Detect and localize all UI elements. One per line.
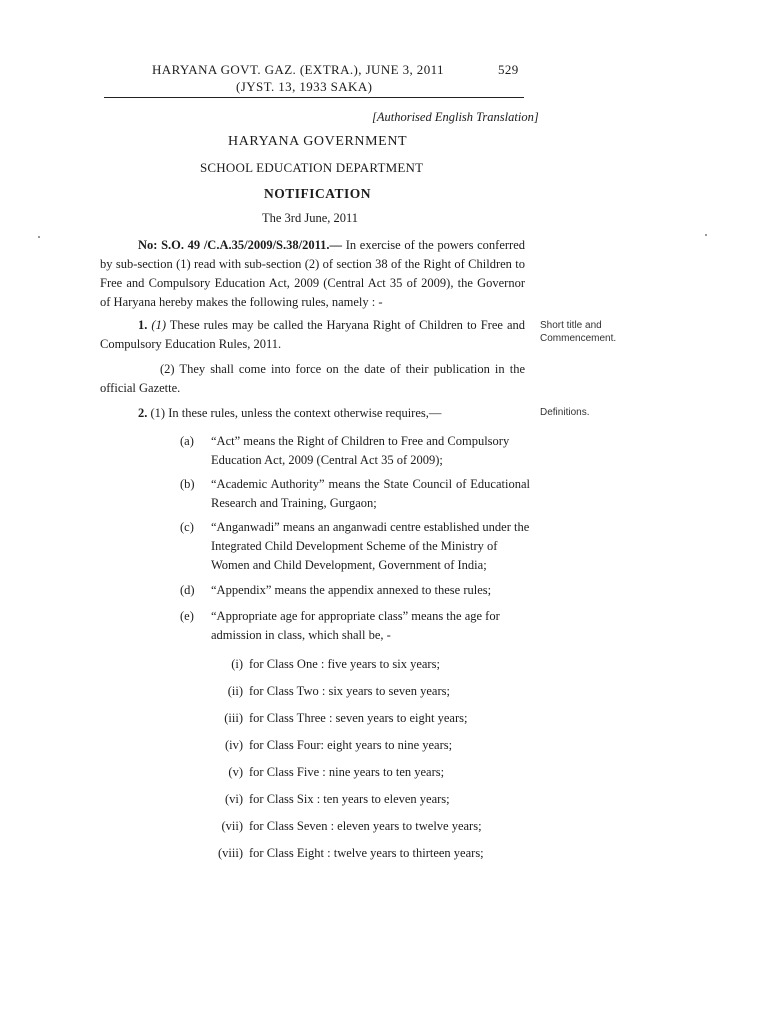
margin-note-short-title [540,319,616,345]
gazette-header-line2: (JYST. 13, 1933 SAKA) [236,79,373,94]
age-class-label: (ii) [227,684,243,698]
age-class-label: (iii) [224,711,243,725]
government-title: HARYANA GOVERNMENT [228,134,408,149]
age-class-item [200,790,450,809]
age-class-text: for Class Seven : eleven years to twelve years; [249,819,482,833]
age-class-text: for Class Four: eight years to nine years; [249,738,453,752]
definition-text: “Act” means the Right of Children to Free and Compulsory Education Act, 2009 (Central Act 35 of 2009); [211,434,510,467]
definition-text: “Anganwadi” means an anganwadi centre established under the Integrated Child Development Scheme of the Ministry of Women and Child Development, Government of India; [211,520,530,572]
rule-2-intro-text: (1) In these rules, unless the context otherwise requires,— [150,406,442,420]
definition-label: (e) [180,609,194,623]
age-class-text: for Class Eight : twelve years to thirteen years; [249,846,484,860]
age-class-item [200,763,444,782]
definition-item [180,581,530,600]
age-class-text: for Class Five : nine years to ten years; [249,765,445,779]
age-class-label: (iv) [224,738,243,752]
age-class-label: (vi) [224,792,243,806]
rule-1-number: 1. [138,318,148,332]
scan-speck [38,236,40,238]
definition-label: (b) [180,477,195,491]
page-number: 529 [498,62,519,77]
age-class-text: for Class Six : ten years to eleven years; [249,792,450,806]
rule-1-sub-1 [100,316,525,354]
rule-1-sub-1-text: These rules may be called the Haryana Right of Children to Free and Compulsory Education Rules, 2011. [100,318,525,351]
age-class-item [200,736,452,755]
margin-note-definitions: Definitions. [540,407,590,418]
definition-item [180,432,530,470]
definition-item [180,518,530,575]
rule-1-sub-2: (2) They shall come into force on the date of their publication in the official Gazette. [100,362,525,395]
age-class-item [200,844,484,863]
definition-text: “Academic Authority” means the State Council of Educational Research and Training, Gurgaon; [211,477,530,510]
margin-note-line: Commencement. [540,333,617,344]
age-class-item [200,655,440,674]
age-class-item [200,682,450,701]
definition-text: “Appropriate age for appropriate class” means the age for admission in class, which shall be, - [211,609,500,642]
age-class-text: for Class Two : six years to seven years; [249,684,450,698]
definition-item [180,475,530,513]
preamble-text: In exercise of the powers conferred by sub-section (1) read with sub-section (2) of section 38 of the Right of Children to Free and Compulsory Education Act, 2009 (Central Act 35 of 2009), the Governor of Haryana hereby makes the following rules, namely : - [100,238,525,309]
notification-number: No: S.O. 49 /C.A.35/2009/S.38/2011.— [138,238,343,252]
age-class-label: (v) [228,765,243,779]
definition-item [180,607,530,645]
translation-note: [Authorised English Translation] [372,110,539,124]
preamble-paragraph [100,236,525,312]
age-class-item [200,817,482,836]
header-rule [104,97,524,98]
age-class-text: for Class Three : seven years to eight years; [249,711,468,725]
definition-label: (a) [180,434,194,448]
definition-text: “Appendix” means the appendix annexed to these rules; [211,583,492,597]
definition-label: (c) [180,520,194,534]
rule-2-intro [138,404,441,423]
gazette-header-line1: HARYANA GOVT. GAZ. (EXTRA.), JUNE 3, 2011 [152,62,444,77]
department-title: SCHOOL EDUCATION DEPARTMENT [200,160,424,175]
margin-note-line: Short title and [540,320,602,331]
rule-2-number: 2. [138,406,148,420]
notification-title: NOTIFICATION [264,186,372,201]
age-class-label: (vii) [221,819,243,833]
age-class-label: (i) [231,657,243,671]
notification-date: The 3rd June, 2011 [262,211,359,225]
age-class-item [200,709,467,728]
age-class-text: for Class One : five years to six years; [249,657,440,671]
rule-1-sub-1-label: (1) [151,318,166,332]
definition-label: (d) [180,583,195,597]
scan-speck [705,234,707,236]
age-class-label: (viii) [218,846,243,860]
